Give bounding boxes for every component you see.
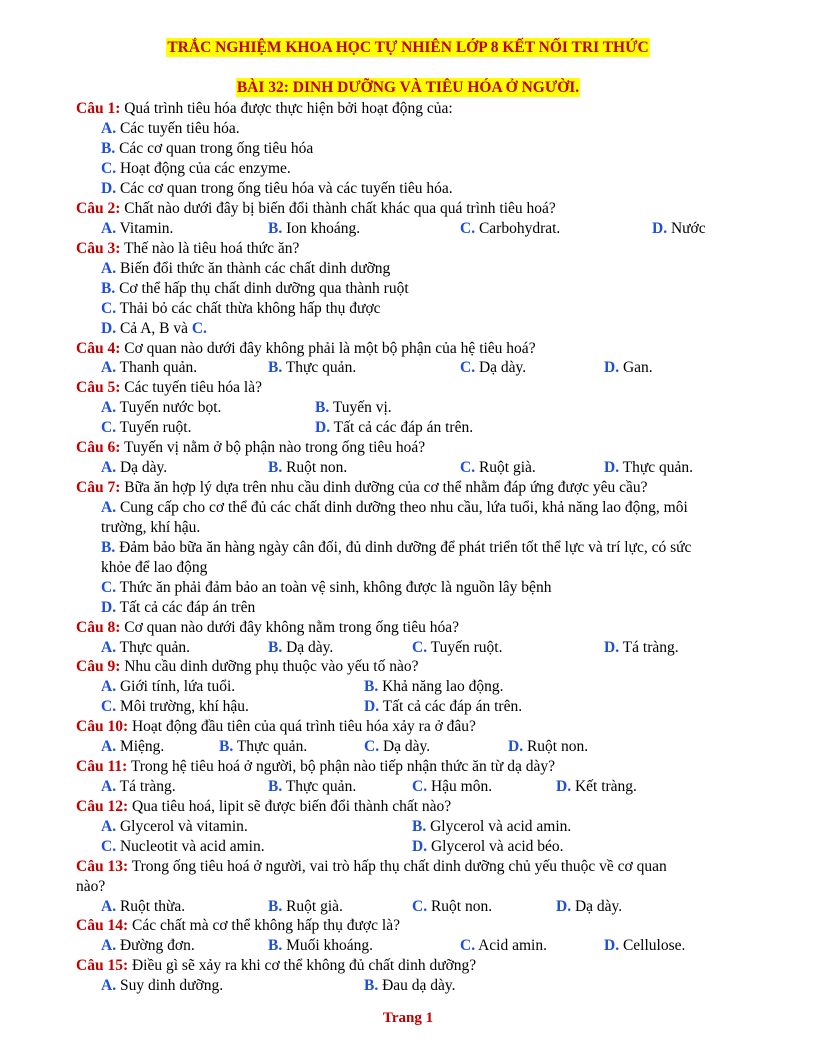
answer-option: [101, 638, 190, 658]
option-letter: C.: [101, 579, 117, 596]
question-stem: [76, 757, 555, 777]
option-text: Glycerol và acid béo.: [427, 838, 564, 855]
option-letter: A.: [101, 898, 117, 915]
option-text: Cả A, B và: [116, 320, 192, 337]
option-letter: B.: [101, 280, 116, 297]
option-text: Glycerol và vitamin.: [116, 818, 248, 835]
option-letter: A.: [101, 120, 117, 137]
question-number: Câu 1:: [76, 100, 121, 117]
question-text: Các chất mà cơ thể không hấp thụ được là?: [128, 917, 400, 934]
option-reference: C.: [191, 320, 207, 337]
option-letter: D.: [412, 838, 428, 855]
question-text: Chất nào dưới đây bị biến đổi thành chất khác qua quá trình tiêu hoá?: [120, 200, 556, 217]
question-stem: [76, 657, 418, 677]
option-letter: D.: [604, 359, 620, 376]
option-text: Ruột già.: [475, 459, 536, 476]
option-letter: A.: [101, 260, 117, 277]
answer-option: [101, 837, 265, 857]
document-title: TRẮC NGHIỆM KHOA HỌC TỰ NHIÊN LỚP 8 KẾT NỐI TRI THỨC: [167, 39, 649, 56]
answer-option: [101, 777, 176, 797]
option-letter: D.: [556, 778, 572, 795]
question-text: Trong hệ tiêu hoá ở người, bộ phận nào tiếp nhận thức ăn từ dạ dày?: [127, 758, 555, 775]
answer-option: [101, 578, 551, 598]
option-letter: A.: [101, 977, 117, 994]
option-letter: C.: [101, 419, 117, 436]
option-letter: B.: [268, 220, 283, 237]
question-text: Cơ quan nào dưới đây không phải là một bộ phận của hệ tiêu hoá?: [120, 340, 536, 357]
answer-option: [101, 319, 207, 339]
option-letter: A.: [101, 499, 117, 516]
option-text: Đảm bảo bữa ăn hàng ngày cân đối, đủ dinh dưỡng để phát triển tốt thể lực và trí lực, có sức: [115, 539, 692, 556]
option-text: Thải bỏ các chất thừa không hấp thụ được: [116, 300, 381, 317]
title-row: [0, 38, 816, 57]
answer-option: [315, 398, 392, 418]
option-letter: A.: [101, 778, 117, 795]
question-number: Câu 3:: [76, 240, 121, 257]
question-stem: [76, 717, 476, 737]
question-number: Câu 9:: [76, 658, 121, 675]
question-number: Câu 12:: [76, 798, 129, 815]
answer-option: [412, 777, 492, 797]
option-letter: D.: [101, 180, 117, 197]
answer-option: [101, 458, 167, 478]
question-number: Câu 13:: [76, 858, 129, 875]
option-text: Tuyến ruột.: [427, 639, 503, 656]
question-stem: [76, 378, 262, 398]
question-number: Câu 10:: [76, 718, 129, 735]
option-letter: A.: [101, 399, 117, 416]
option-text: Ruột non.: [427, 898, 493, 915]
option-letter: C.: [460, 937, 476, 954]
answer-option: [101, 897, 185, 917]
answer-option: [101, 936, 195, 956]
question-stem: [76, 438, 425, 458]
answer-option: [364, 677, 503, 697]
option-letter: D.: [101, 320, 117, 337]
answer-option: [101, 139, 313, 159]
question-text: Điều gì sẽ xảy ra khi cơ thể không đủ chất dinh dưỡng?: [128, 957, 477, 974]
option-letter: D.: [508, 738, 524, 755]
option-text: Muối khoáng.: [282, 937, 374, 954]
option-letter: B.: [268, 359, 283, 376]
option-letter: D.: [604, 937, 620, 954]
option-letter: B.: [268, 639, 283, 656]
option-letter: B.: [219, 738, 234, 755]
option-text-continued: khỏe để lao động: [101, 559, 208, 576]
answer-option: [268, 897, 343, 917]
option-text: Ruột non.: [523, 738, 589, 755]
option-letter: B.: [364, 678, 379, 695]
option-letter: B.: [268, 937, 283, 954]
option-letter: C.: [101, 160, 117, 177]
option-letter: A.: [101, 220, 117, 237]
option-letter: B.: [101, 140, 116, 157]
option-letter: C.: [412, 639, 428, 656]
question-text: Thế nào là tiêu hoá thức ăn?: [120, 240, 300, 257]
answer-option: [364, 697, 522, 717]
option-text: Các cơ quan trong ống tiêu hóa và các tuyến tiêu hóa.: [116, 180, 453, 197]
option-text: Thực quản.: [282, 778, 357, 795]
lesson-row: [0, 78, 816, 97]
option-text: Carbohydrat.: [475, 220, 561, 237]
question-stem: [76, 239, 299, 259]
answer-option: [101, 119, 240, 139]
option-text: Miệng.: [116, 738, 165, 755]
answer-option: [101, 737, 164, 757]
option-text: Tuyến vị.: [329, 399, 392, 416]
answer-option: [101, 538, 691, 558]
option-letter: B.: [101, 539, 116, 556]
question-text: Quá trình tiêu hóa được thực hiện bởi hoạt động của:: [120, 100, 453, 117]
answer-option: [652, 219, 706, 239]
answer-option: [604, 358, 653, 378]
answer-option: [101, 976, 223, 996]
option-letter: C.: [101, 698, 117, 715]
answer-option: [412, 817, 571, 837]
option-text: Dạ dày.: [116, 459, 168, 476]
option-text: Thực quản.: [233, 738, 308, 755]
question-text: Cơ quan nào dưới đây không nằm trong ống tiêu hóa?: [120, 619, 459, 636]
question-number: Câu 11:: [76, 758, 128, 775]
option-letter: D.: [556, 898, 572, 915]
option-letter: D.: [652, 220, 668, 237]
option-text: Acid amin.: [475, 937, 547, 954]
question-text: Hoạt động đầu tiên của quá trình tiêu hóa xảy ra ở đâu?: [128, 718, 476, 735]
option-text: Gan.: [619, 359, 653, 376]
option-text: Thức ăn phải đảm bảo an toàn vệ sinh, không được là nguồn lây bệnh: [116, 579, 552, 596]
answer-option: [460, 219, 560, 239]
option-letter: B.: [364, 977, 379, 994]
question-number: Câu 14:: [76, 917, 129, 934]
option-text: Tất cả các đáp án trên.: [379, 698, 523, 715]
answer-option: [101, 219, 173, 239]
option-text: Suy dinh dưỡng.: [116, 977, 224, 994]
lesson-title: BÀI 32: DINH DƯỠNG VÀ TIÊU HÓA Ở NGƯỜI.: [236, 79, 580, 96]
answer-option: [101, 418, 191, 438]
answer-option: [364, 976, 456, 996]
option-letter: C.: [364, 738, 380, 755]
answer-option: [101, 299, 381, 319]
page-number: Trang 1: [382, 1010, 434, 1026]
question-stem: [76, 618, 459, 638]
option-letter: C.: [460, 359, 476, 376]
answer-option: [556, 777, 637, 797]
option-letter: C.: [101, 300, 117, 317]
option-text: Môi trường, khí hậu.: [116, 698, 249, 715]
answer-option: [412, 897, 492, 917]
question-stem: [76, 857, 667, 877]
question-stem: [76, 99, 453, 119]
question-number: Câu 7:: [76, 479, 121, 496]
question-stem: [76, 199, 556, 219]
option-text: Thực quản.: [116, 639, 191, 656]
option-text: Các cơ quan trong ống tiêu hóa: [115, 140, 314, 157]
question-stem: [76, 916, 400, 936]
option-text: Ruột già.: [282, 898, 343, 915]
option-text: Hoạt động của các enzyme.: [116, 160, 291, 177]
option-text-continued: trường, khí hậu.: [101, 519, 201, 536]
answer-option: [412, 638, 502, 658]
option-text: Dạ dày.: [379, 738, 431, 755]
question-number: Câu 15:: [76, 957, 129, 974]
option-letter: A.: [101, 359, 117, 376]
option-text: Dạ dày.: [475, 359, 527, 376]
option-text: Nước: [667, 220, 706, 237]
option-text: Ruột non.: [282, 459, 348, 476]
option-text: Tuyến nước bọt.: [116, 399, 222, 416]
answer-option: [101, 179, 453, 199]
option-letter: C.: [412, 898, 428, 915]
option-letter: A.: [101, 678, 117, 695]
option-text: Cung cấp cho cơ thể đủ các chất dinh dưỡng theo nhu cầu, lứa tuổi, khả năng lao động, môi: [116, 499, 688, 516]
answer-option: [364, 737, 430, 757]
answer-option: [556, 897, 622, 917]
option-text: Cellulose.: [619, 937, 686, 954]
question-text: Bữa ăn hợp lý dựa trên nhu cầu dinh dưỡng của cơ thể nhằm đáp ứng được yêu cầu?: [120, 479, 648, 496]
option-text: Ruột thừa.: [116, 898, 186, 915]
option-letter: B.: [268, 778, 283, 795]
option-text: Dạ dày.: [282, 639, 334, 656]
answer-option: [268, 358, 356, 378]
answer-option: [268, 219, 360, 239]
answer-option: [101, 677, 235, 697]
answer-option: [268, 936, 373, 956]
option-letter: A.: [101, 818, 117, 835]
option-text: Glycerol và acid amin.: [426, 818, 572, 835]
question-stem: [76, 797, 451, 817]
option-letter: D.: [604, 639, 620, 656]
answer-option: [604, 458, 693, 478]
option-text: Vitamin.: [116, 220, 174, 237]
option-letter: D.: [315, 419, 331, 436]
answer-option: [101, 398, 221, 418]
question-text: Trong ống tiêu hoá ở người, vai trò hấp thụ chất dinh dưỡng chủ yếu thuộc về cơ quan: [128, 858, 667, 875]
option-text: Thanh quản.: [116, 359, 198, 376]
answer-option: [315, 418, 473, 438]
option-text: Đường đơn.: [116, 937, 195, 954]
question-stem: [76, 956, 476, 976]
question-number: Câu 5:: [76, 379, 121, 396]
answer-option: [604, 936, 685, 956]
option-letter: D.: [101, 599, 117, 616]
answer-option: [268, 458, 347, 478]
answer-option: [101, 159, 291, 179]
option-text: Thực quản.: [619, 459, 694, 476]
option-text: Cơ thể hấp thụ chất dinh dưỡng qua thành ruột: [115, 280, 409, 297]
answer-option: [412, 837, 564, 857]
answer-option: [604, 638, 679, 658]
option-letter: A.: [101, 937, 117, 954]
option-text: Dạ dày.: [571, 898, 623, 915]
answer-option: [460, 936, 547, 956]
option-text: Thực quản.: [282, 359, 357, 376]
option-text: Hậu môn.: [427, 778, 493, 795]
question-number: Câu 2:: [76, 200, 121, 217]
option-letter: C.: [412, 778, 428, 795]
option-text: Ion khoáng.: [282, 220, 361, 237]
question-text: Qua tiêu hoá, lipit sẽ được biến đổi thành chất nào?: [128, 798, 452, 815]
option-text: Nucleotit và acid amin.: [116, 838, 265, 855]
question-text-continued: nào?: [76, 878, 106, 895]
option-text: Giới tính, lứa tuổi.: [116, 678, 236, 695]
option-letter: A.: [101, 639, 117, 656]
answer-option: [101, 358, 197, 378]
question-stem: [76, 478, 648, 498]
option-letter: C.: [460, 220, 476, 237]
question-text: Tuyến vị nằm ở bộ phận nào trong ống tiêu hoá?: [120, 439, 426, 456]
option-letter: D.: [364, 698, 380, 715]
option-letter: B.: [412, 818, 427, 835]
question-number: Câu 4:: [76, 340, 121, 357]
answer-option: [219, 737, 307, 757]
answer-option: [101, 498, 688, 518]
question-text: Các tuyến tiêu hóa là?: [120, 379, 262, 396]
option-letter: B.: [268, 459, 283, 476]
option-text: Tá tràng.: [619, 639, 679, 656]
option-text: Tất cả các đáp án trên.: [330, 419, 474, 436]
option-letter: B.: [268, 898, 283, 915]
answer-option: [460, 358, 526, 378]
answer-option: [460, 458, 536, 478]
answer-option: [101, 279, 409, 299]
answer-option: [268, 638, 333, 658]
answer-option: [101, 598, 255, 618]
answer-option: [101, 259, 390, 279]
question-number: Câu 8:: [76, 619, 121, 636]
answer-option: [508, 737, 588, 757]
answer-option: [101, 697, 249, 717]
option-text: Tá tràng.: [116, 778, 176, 795]
option-text: Các tuyến tiêu hóa.: [116, 120, 240, 137]
question-number: Câu 6:: [76, 439, 121, 456]
option-letter: C.: [101, 838, 117, 855]
option-text: Đau dạ dày.: [378, 977, 456, 994]
question-text: Nhu cầu dinh dưỡng phụ thuộc vào yếu tố nào?: [120, 658, 419, 675]
option-letter: A.: [101, 738, 117, 755]
option-letter: B.: [315, 399, 330, 416]
answer-option: [268, 777, 356, 797]
option-text: Tuyến ruột.: [116, 419, 192, 436]
option-text: Biến đổi thức ăn thành các chất dinh dưỡng: [116, 260, 391, 277]
question-stem: [76, 339, 536, 359]
option-text: Tất cả các đáp án trên: [116, 599, 256, 616]
answer-option: [101, 817, 248, 837]
option-text: Khả năng lao động.: [378, 678, 504, 695]
option-letter: A.: [101, 459, 117, 476]
option-letter: D.: [604, 459, 620, 476]
option-text: Kết tràng.: [571, 778, 637, 795]
option-letter: C.: [460, 459, 476, 476]
